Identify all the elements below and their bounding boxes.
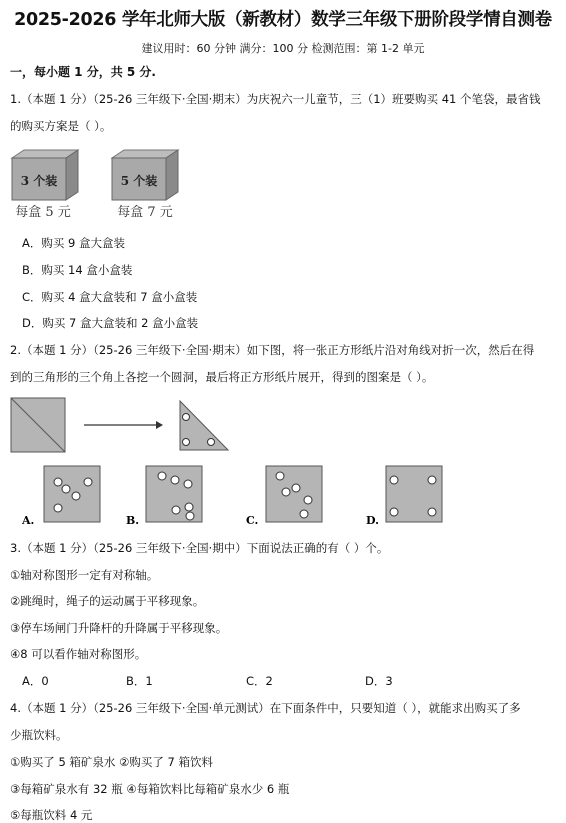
q1-option-d[interactable]: D．购买 7 盒大盒装和 2 盒小盒装 (22, 316, 199, 330)
box-a-price: 每盒 5 元 (15, 205, 71, 220)
pattern-b[interactable] (146, 466, 202, 522)
pattern-a[interactable] (44, 466, 100, 522)
q2-option-c-label: C. (246, 514, 259, 527)
q2-answer-patterns (8, 462, 558, 532)
q1-text-line2: 的购买方案是（ ）。 (10, 119, 112, 133)
pattern-d[interactable] (386, 466, 442, 522)
arrow-head-icon (156, 421, 163, 429)
q1-box-illustrations (8, 148, 198, 223)
q3-statement-3: ③停车场闸门升降杆的升降属于平移现象。 (10, 621, 228, 635)
q1-option-a[interactable]: A．购买 9 盒大盒装 (22, 236, 125, 250)
q2-option-a-label: A. (22, 514, 35, 527)
q4-text-line1: 4.（本题 1 分）（25-26 三年级下·全国·单元测试）在下面条件中，只要知道（ ），就能求出购买了多 (10, 701, 521, 715)
q4-text-line2: 少瓶饮料。 (10, 728, 68, 742)
section-heading: 一，每小题 1 分，共 5 分. (10, 65, 156, 79)
q3-statement-4: ④8 可以看作轴对称图形。 (10, 647, 147, 661)
box-a-label: 3 个装 (20, 174, 58, 188)
q4-condition-1: ①购买了 5 箱矿泉水 ②购买了 7 箱饮料 (10, 755, 214, 769)
box-b-price: 每盒 7 元 (117, 205, 173, 220)
box-b-label: 5 个装 (120, 174, 158, 188)
page-subtitle: 建议用时：60 分钟 满分：100 分 检测范围：第 1-2 单元 (141, 42, 425, 55)
q2-option-b-label: B. (126, 514, 140, 527)
q2-fold-diagram (8, 395, 248, 457)
pattern-c[interactable] (266, 466, 322, 522)
q2-option-d-label: D. (366, 514, 379, 527)
q1-text-line1: 1.（本题 1 分）（25-26 三年级下·全国·期末）为庆祝六一儿童节，三（1）班要购买 41 个笔袋，最省钱 (10, 92, 541, 106)
q4-condition-3: ⑤每瓶饮料 4 元 (10, 808, 93, 822)
q3-statement-1: ①轴对称图形一定有对称轴。 (10, 568, 159, 582)
q2-text-line2: 到的三角形的三个角上各挖一个圆洞，最后将正方形纸片展开，得到的图案是（ ）。 (10, 370, 434, 384)
q3-text: 3.（本题 1 分）（25-26 三年级下·全国·期中）下面说法正确的有（ ）个。 (10, 541, 389, 555)
page-title: 2025-2026 学年北师大版（新教材）数学三年级下册阶段学情自测卷 (14, 10, 552, 30)
q3-option-b[interactable]: B．1 (126, 674, 153, 688)
box-5-pack (112, 150, 178, 200)
q1-option-c[interactable]: C．购买 4 盒大盒装和 7 盒小盒装 (22, 290, 198, 304)
box-3-pack (12, 150, 78, 200)
q3-option-c[interactable]: C．2 (246, 674, 273, 688)
q3-option-a[interactable]: A．0 (22, 674, 49, 688)
q3-option-d[interactable]: D．3 (365, 674, 393, 688)
q4-condition-2: ③每箱矿泉水有 32 瓶 ④每箱饮料比每箱矿泉水少 6 瓶 (10, 782, 290, 796)
q1-option-b[interactable]: B．购买 14 盒小盒装 (22, 263, 133, 277)
q2-text-line1: 2.（本题 1 分）（25-26 三年级下·全国·期末）如下图，将一张正方形纸片沿对角线对折一次，然后在得 (10, 343, 535, 357)
q3-statement-2: ②跳绳时，绳子的运动属于平移现象。 (10, 594, 205, 608)
